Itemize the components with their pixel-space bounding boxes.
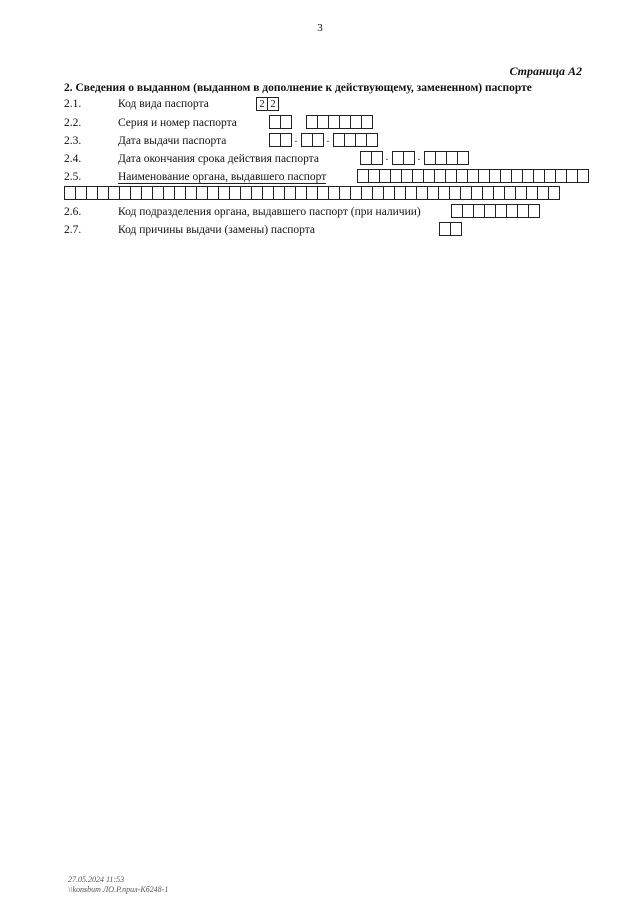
passport-type-code-cell[interactable]: 2 (256, 97, 268, 111)
issue-reason-code-cell[interactable] (450, 222, 462, 236)
date-separator: . (294, 133, 298, 145)
department-code-cell[interactable] (528, 204, 540, 218)
page-number: 3 (317, 22, 323, 34)
passport-type-code-field[interactable] (256, 96, 278, 111)
row-number-2-5: 2.5. (64, 171, 82, 183)
issuing-authority-field-line-1[interactable] (357, 168, 588, 183)
issue-date-label: Дата выдачи паспорта (118, 135, 227, 147)
issuing-authority-label: Наименование органа, выдавшего паспорт (118, 171, 327, 183)
footer-file-path: \\konsbum ЛО.Р.прил-Кб248-1 (68, 885, 169, 894)
date-separator: . (326, 133, 330, 145)
row-number-2-2: 2.2. (64, 117, 82, 129)
passport-type-code-cell[interactable]: 2 (267, 97, 279, 111)
passport-type-code-label: Код вида паспорта (118, 98, 209, 110)
series-cell[interactable] (280, 115, 292, 129)
row-number-2-6: 2.6. (64, 206, 82, 218)
issue-date-field[interactable] (269, 132, 377, 147)
expiry-date-field[interactable] (360, 150, 468, 165)
page-label: Страница А2 (509, 64, 582, 78)
row-number-2-1: 2.1. (64, 98, 82, 110)
series-number-field[interactable] (269, 114, 372, 129)
footer-timestamp: 27.05.2024 11:53 (68, 875, 125, 884)
issuing-authority-field-line-2[interactable] (64, 185, 559, 200)
year-cell[interactable] (457, 151, 469, 165)
date-separator: . (417, 151, 421, 163)
department-code-label: Код подразделения органа, выдавшего паспорт (при наличии) (118, 206, 421, 218)
issuing-authority-cell[interactable] (548, 186, 560, 200)
department-code-field[interactable] (451, 203, 539, 218)
series-number-label: Серия и номер паспорта (118, 117, 237, 129)
section-title: 2. Сведения о выданном (выданном в дополнение к действующему, замененном) паспорте (64, 82, 532, 94)
year-cell[interactable] (366, 133, 378, 147)
row-number-2-4: 2.4. (64, 153, 82, 165)
date-separator: . (385, 151, 389, 163)
issue-reason-code-label: Код причины выдачи (замены) паспорта (118, 224, 316, 236)
row-number-2-7: 2.7. (64, 224, 82, 236)
expiry-date-label: Дата окончания срока действия паспорта (118, 153, 319, 165)
row-number-2-3: 2.3. (64, 135, 82, 147)
issue-reason-code-field[interactable] (439, 221, 461, 236)
number-cell[interactable] (361, 115, 373, 129)
issuing-authority-cell[interactable] (577, 169, 589, 183)
